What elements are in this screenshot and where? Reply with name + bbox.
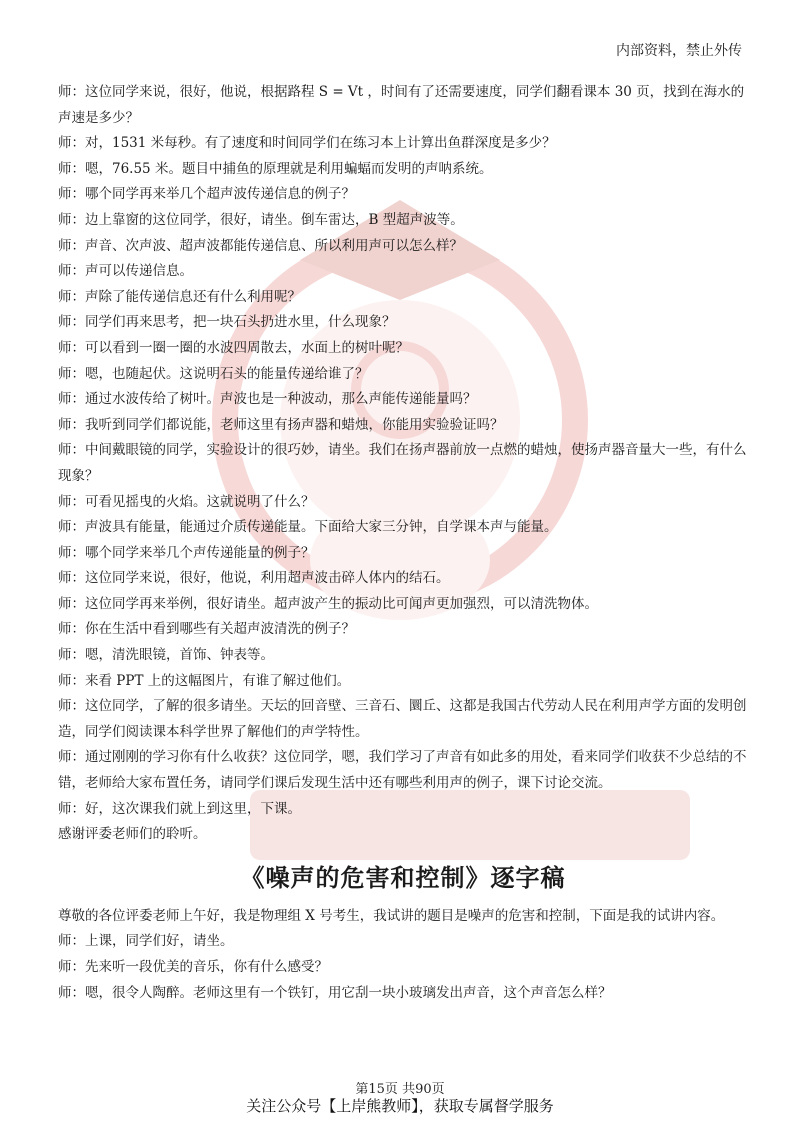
transcript-line: 师：嗯，也随起伏。这说明石头的能量传递给谁了？ [58, 365, 369, 382]
transcript-line: 师：哪个同学再来举几个超声波传递信息的例子？ [58, 186, 355, 203]
transcript-line: 师：你在生活中看到哪些有关超声波清洗的例子？ [58, 621, 355, 638]
transcript-line: 师：这位同学，了解的很多请坐。天坛的回音壁、三音石、圜丘、这都是我国古代劳动人民在利用声学方面的发明创造，同学们阅读课本科学世界了解他们的声学特性。 [58, 698, 747, 740]
internal-use-note: 内部资料，禁止外传 [616, 43, 742, 59]
transcript-line: 师：好，这次课我们就上到这里，下课。 [58, 800, 301, 817]
transcript-line: 师：这位同学再来举例，很好请坐。超声波产生的振动比可闻声更加强烈，可以清洗物体。 [58, 595, 598, 612]
footer-promo-text: 关注公众号【上岸熊教师】，获取专属督学服务 [246, 1097, 554, 1115]
transcript-line: 师：可看见摇曳的火焰。这就说明了什么？ [58, 493, 315, 510]
transcript-line: 师：对，1531 米每秒。有了速度和时间同学们在练习本上计算出鱼群深度是多少？ [58, 135, 556, 152]
transcript-line: 师：哪个同学来举几个声传递能量的例子？ [58, 544, 315, 561]
section-title: 《噪声的危害和控制》逐字稿 [240, 863, 566, 892]
transcript-body [58, 80, 748, 1006]
transcript-line: 师：上课，同学们好，请坐。 [58, 933, 234, 950]
closing-thanks: 感谢评委老师们的聆听。 [58, 826, 207, 843]
transcript-line: 师：先来听一段优美的音乐，你有什么感受？ [58, 959, 328, 975]
transcript-line: 师：可以看到一圈一圈的水波四周散去，水面上的树叶呢？ [58, 339, 409, 356]
transcript-line: 师：这位同学来说，很好，他说，利用超声波击碎人体内的结石。 [58, 570, 450, 587]
transcript-line: 师：中间戴眼镜的同学，实验设计的很巧妙，请坐。我们在扬声器前放一点燃的蜡烛，使扬声器音量大一些，有什么现象？ [58, 442, 747, 484]
transcript-line: 师：嗯，76.55 米。题目中捕鱼的原理就是利用蝙蝠而发明的声呐系统。 [58, 160, 493, 177]
transcript-line: 师：来看 PPT 上的这幅图片，有谁了解过他们。 [58, 672, 351, 689]
transcript-part-one [58, 80, 748, 848]
transcript-line: 师：这位同学来说，很好，他说，根据路程 S = Vt ，时间有了还需要速度，同学们翻看课本 30 页，找到在海水的声速是多少？ [58, 84, 745, 126]
transcript-line: 师：边上靠窗的这位同学，很好，请坐。倒车雷达，B 型超声波等。 [58, 211, 464, 228]
transcript-line: 师：嗯，清洗眼镜，首饰、钟表等。 [58, 647, 274, 664]
transcript-line: 师：声音、次声波、超声波都能传递信息、所以利用声可以怎么样？ [58, 237, 463, 254]
opening-greeting: 尊敬的各位评委老师上午好，我是物理组 X 号考生，我试讲的题目是噪声的危害和控制，下面是我的试讲内容。 [58, 907, 725, 924]
transcript-line: 师：声波具有能量，能通过介质传递能量。下面给大家三分钟，自学课本声与能量。 [58, 519, 558, 536]
transcript-line: 师：嗯，很令人陶醉。老师这里有一个铁钉，用它刮一块小玻璃发出声音，这个声音怎么样？ [58, 984, 612, 1001]
page-number: 第15页 共90页 [355, 1082, 445, 1097]
transcript-part-two [58, 904, 748, 1006]
transcript-line: 师：声除了能传递信息还有什么利用呢？ [58, 288, 301, 305]
transcript-line: 师：同学们再来思考，把一块石头扔进水里，什么现象？ [58, 314, 396, 331]
transcript-line: 师：通过刚刚的学习你有什么收获？这位同学，嗯，我们学习了声音有如此多的用处，看来同学们收获不少总结的不错，老师给大家布置任务，请同学们课后发现生活中还有哪些利用声的例子，课下讨论交流。 [58, 749, 747, 792]
transcript-line: 师：通过水波传给了树叶。声波也是一种波动，那么声能传递能量吗？ [58, 391, 477, 408]
transcript-line: 师：我听到同学们都说能，老师这里有扬声器和蜡烛，你能用实验验证吗？ [58, 416, 504, 433]
transcript-line: 师：声可以传递信息。 [58, 263, 193, 280]
